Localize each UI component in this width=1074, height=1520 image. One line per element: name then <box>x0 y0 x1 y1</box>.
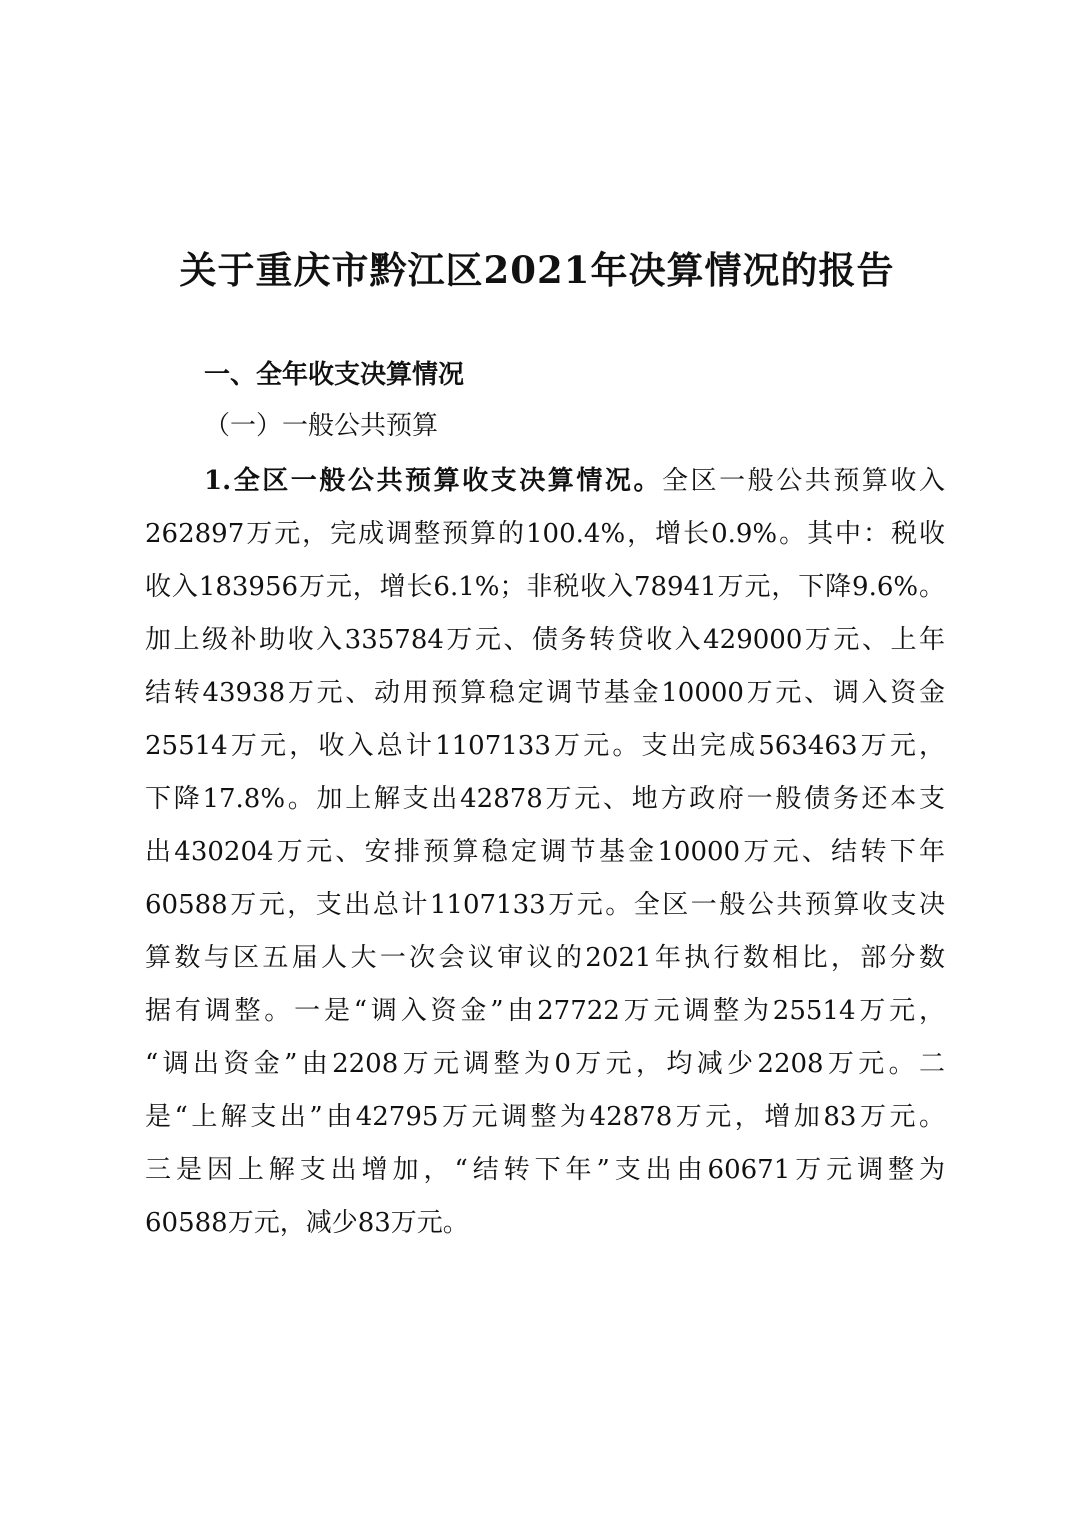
paragraph-lead-heading: 1.全区一般公共预算收支决算情况。 <box>204 466 662 496</box>
paragraph-first-line-text: 全区一般公共预算收入 <box>662 466 945 496</box>
paragraph-last-line: 60588万元，减少83万元。 <box>145 1208 469 1238</box>
paragraph-line: 262897万元，完成调整预算的100.4%，增长0.9%。其中：税收 <box>145 519 945 549</box>
paragraph-line: 加上级补助收入335784万元、债务转贷收入429000万元、上年 <box>145 625 945 655</box>
paragraph-line: 据有调整。一是“调入资金”由27722万元调整为25514万元， <box>145 996 945 1026</box>
paragraph-line: 是“上解支出”由42795万元调整为42878万元，增加83万元。 <box>145 1102 945 1132</box>
paragraph-line: 下降17.8%。加上解支出42878万元、地方政府一般债务还本支 <box>145 784 945 814</box>
paragraph-line: 25514万元，收入总计1107133万元。支出完成563463万元， <box>145 731 945 761</box>
paragraph-line: 收入183956万元，增长6.1%；非税收入78941万元，下降9.6%。 <box>145 572 945 602</box>
paragraph-line: 结转43938万元、动用预算稳定调节基金10000万元、调入资金 <box>145 678 945 708</box>
body-paragraph <box>145 455 945 1250</box>
paragraph-line: 算数与区五届人大一次会议审议的2021年执行数相比，部分数 <box>145 943 945 973</box>
report-title: 关于重庆市黔江区2021年决算情况的报告 <box>179 248 895 292</box>
paragraph-line: 60588万元，支出总计1107133万元。全区一般公共预算收支决 <box>145 890 945 920</box>
section-heading: 一、全年收支决算情况 <box>204 360 465 390</box>
paragraph-line: 出430204万元、安排预算稳定调节基金10000万元、结转下年 <box>145 837 945 867</box>
paragraph-line: 三是因上解支出增加，“结转下年”支出由60671万元调整为 <box>145 1155 945 1185</box>
paragraph-first-line <box>145 455 945 508</box>
subsection-heading: （一）一般公共预算 <box>204 411 439 441</box>
paragraph-line: “调出资金”由2208万元调整为0万元，均减少2208万元。二 <box>145 1049 945 1079</box>
